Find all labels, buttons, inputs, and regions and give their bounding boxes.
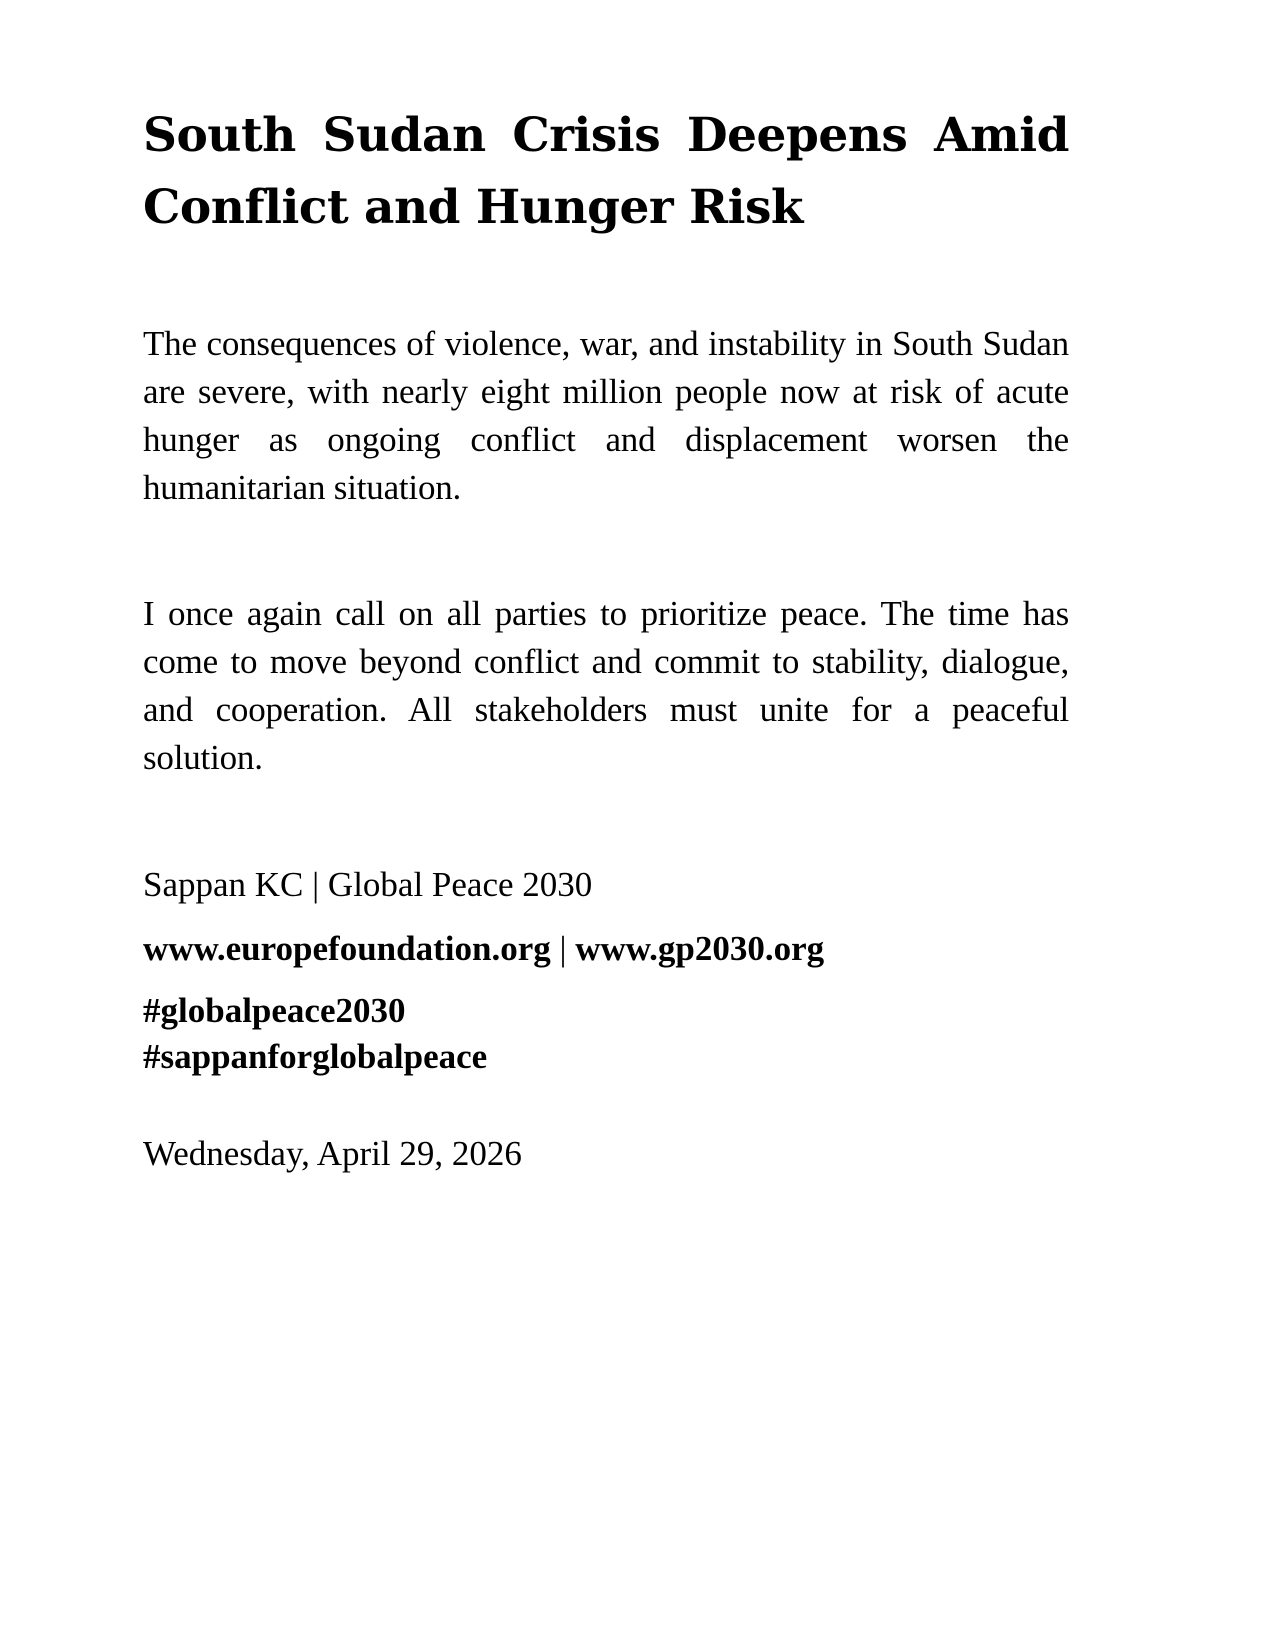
hashtags — [143, 988, 487, 1080]
signature-line: Sappan KC | Global Peace 2030 — [143, 865, 593, 904]
paragraph-crisis: The consequences of violence, war, and instability in South Sudan are severe, with nearly eight million people now at risk of acute hunger as ongoing conflict and displacement worsen the humanitarian situation. — [143, 324, 1069, 507]
website-links — [143, 925, 824, 973]
document-date: Wednesday, April 29, 2026 — [143, 1134, 522, 1173]
hashtag-globalpeace2030: #globalpeace2030 — [143, 991, 406, 1030]
document-title: South Sudan Crisis Deepens Amid Conflict and Hunger Risk — [143, 108, 1069, 235]
link-separator: | — [550, 929, 576, 968]
link-gp2030[interactable]: www.gp2030.org — [575, 929, 825, 968]
hashtag-sappanforglobalpeace: #sappanforglobalpeace — [143, 1037, 488, 1076]
paragraph-call-for-peace: I once again call on all parties to prioritize peace. The time has come to move beyond conflict and commit to stability, dialogue, and cooperation. All stakeholders must unite for a peaceful solution. — [143, 594, 1069, 777]
link-europefoundation[interactable]: www.europefoundation.org — [143, 929, 551, 968]
